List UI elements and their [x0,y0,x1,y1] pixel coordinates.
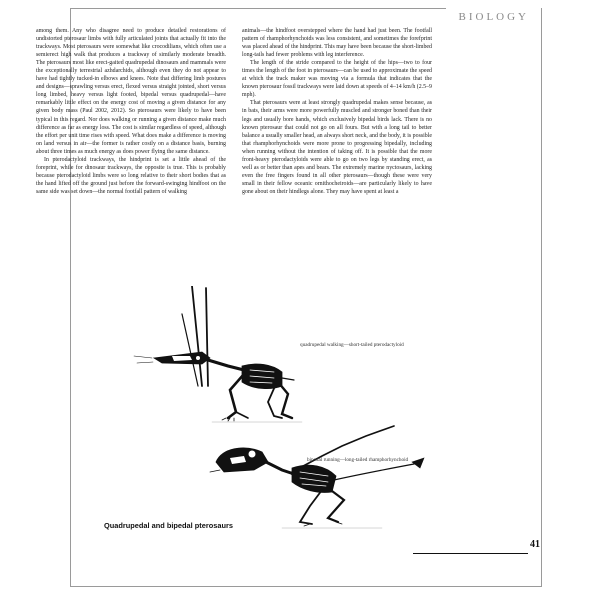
paragraph: That pterosaurs were at least strongly quadrupedal makes sense because, as in bats, their arms were more powerfully muscled and stronger boned than their legs and usually bore hands, which exclusively bipedal birds lack. There is no known pterosaur that could not go on all fours. But with a long tail to better balance a usually smaller head, an always short neck, and the body, it is possible that rhamphorhynchoids were more prone to progressing bipedally, including when running without the intention of taking off. It is possible that the more front-heavy pterodactyloids were able to go on two legs by standing erect, as well as or better than apes and bears. The extremely marine nyctosaurs, lacking even the free fingers found in all other pterosaurs—though these were very small in their fellow oceanic ornithocheiroids—are particularly likely to have gone about on their hindlegs alone. They may have spent at least a [242,100,432,195]
paragraph: In pterodactyloid trackways, the hindprint is set a little ahead of the foreprint, while for dinosaur trackways, the opposite is true. This is probably because pterodactyloid limbs were so long relative to their short bodies that as the hand lifted off the ground just before the forward-swinging hindfoot on the same side was set down—the normal footfall pattern of walking [36,156,226,195]
paragraph: The length of the stride compared to the height of the hips—two to four times the length of the foot in pterosaurs—can be used to approximate the speed at which the track maker was moving via a formula that indicates that the known pterosaur fossil trackways were laid down at speeds of 4–14 km/h (2.5–9 mph). [242,60,432,99]
pterodactyloid-skeleton [134,286,302,422]
pterosaur-skeleton-illustration [132,286,462,536]
figure-label-bipedal: bipedal running—long-tailed rhamphorhynchoid [307,457,409,463]
paragraph: animals—the hindfoot overstepped where the hand had just been. The footfall pattern of rhamphorhynchoids was less consistent, and sometimes the forefprint was placed ahead of the hindprint. This may have been because the short-limbed long-tails had fewer problems with leg interference. [242,28,432,59]
figure-caption: Quadrupedal and bipedal pterosaurs [104,521,233,530]
rhamphorhynchoid-skeleton [210,426,424,528]
left-text-column [36,27,226,284]
page-number: 41 [530,539,540,550]
section-header: BIOLOGY [458,11,529,23]
page-number-rule [413,553,528,554]
figure-label-quadrupedal: quadrupedal walking—short-tailed pterodactyloid [300,342,404,348]
right-text-column [242,27,432,289]
paragraph: among them. Any who disagree need to produce detailed restorations of undistorted pterosaur limbs with fully articulated joints that actually fit into the trackways. Most pterosaurs were somewhat like crocodilians, which often use a semierect high walk that produces a trackway of similarly moderate breadth. The pterosaurs most like erect-gaited quadrupedal dinosaurs and mammals were the exceptionally terrestrial azhdarchids, although even they do not appear to have had tightly tucked-in elbows and knees. Note that differing limb postures and designs—sprawling versus erect, flexed versus straight jointed, short versus long limbed, heavy versus light footed, bipedal versus quadrupedal—have remarkably little effect on the energy cost of moving a given distance for any given body mass (Paul 2002, 2012). So pterosaurs were likely to have been typical in this regard. Nor does walking or running a given distance make much difference as far as energy loss. The cost is similar regardless of speed, although the effort per unit time rises with speed. What does make a difference is moving on land versus in air—the former is rather costly on a distance basis, burning about three times as much energy as does power flying the same distance. [36,28,226,155]
